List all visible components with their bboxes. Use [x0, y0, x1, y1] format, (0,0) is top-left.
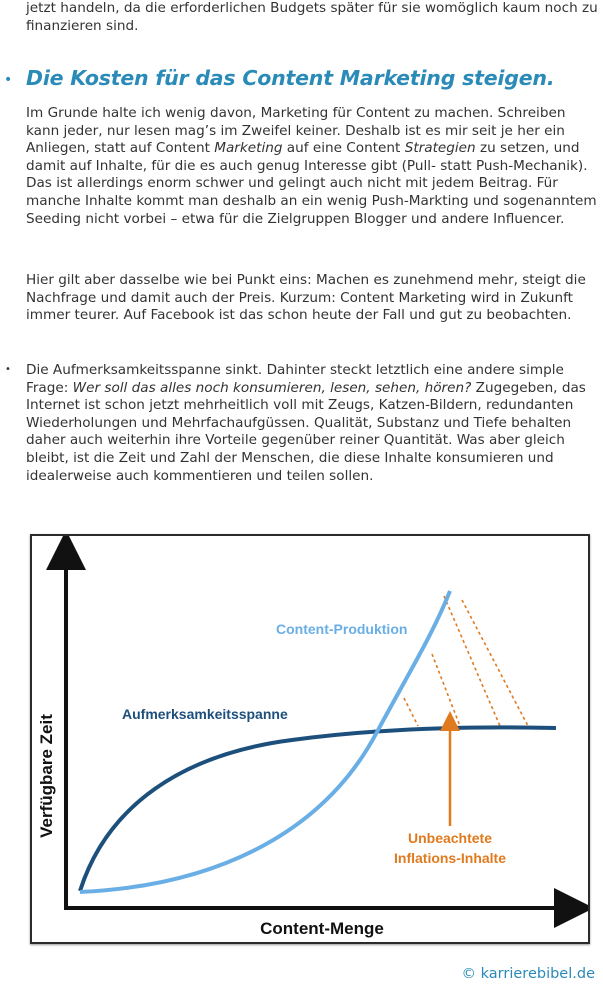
- p1-text-1: Im Grunde halte ich wenig davon, Marketing für Content zu machen. Schreiben kann jeder, nur lesen mag’s im Zweifel keiner. Deshalb ist es mir seit je her ein Anliegen, statt auf Content: [26, 105, 566, 157]
- content-inflation-diagram: [30, 534, 590, 944]
- inflation-label-line1: Unbeachtete: [407, 830, 493, 846]
- diagram-svg: [32, 536, 588, 942]
- p2-text: Hier gilt aber dasselbe wie bei Punkt eins: Machen es zunehmend mehr, steigt die Nachfrage und damit auch der Preis. Kurzum: Content Marketing wird in Zukunft immer teurer. Auf Facebook ist das schon heute der Fall und gut zu beobachten.: [26, 272, 586, 324]
- x-axis-label: Content-Menge: [260, 919, 384, 938]
- list-bullet: •: [5, 364, 11, 375]
- content-production-label: Content-Produktion: [276, 621, 408, 637]
- p1-text-3: zu setzen, und damit auf Inhalte, für die es auch genug Interesse gibt (Pull- statt Push-Mechanik). Das ist allerdings enorm schwer und gelingt auch nicht mit jedem Beitrag. Für manche Inhalte kommt man deshalb an ein wenig Push-Markting und sogenanntem Seeding nicht vorbei – etwa für die Zielgruppen Blogger und andere Influencer.: [26, 140, 597, 227]
- p3-text-2: Zugegeben, das Internet ist schon jetzt mehrheitlich voll mit Zeugs, Katzen-Bildern, redundanten Wiederholungen und Mehrfachaufgüssen. Qualität, Substanz und Tiefe behalten daher auch weiterhin ihre Vorteile gegenüber reiner Quantität. Was aber gleich bleibt, ist die Zeit und Zahl der Menschen, die diese Inhalte konsumieren und idealerweise auch kommentieren und teilen sollen.: [26, 379, 586, 484]
- y-axis-label: Verfügbare Zeit: [37, 714, 56, 838]
- intro-text: jetzt handeln, da die erforderlichen Budgets später für sie womöglich kaum noch zu finanzieren sind.: [26, 0, 598, 34]
- section-heading: Die Kosten für das Content Marketing steigen.: [26, 66, 555, 90]
- p3-emphasis: Wer soll das alles noch konsumieren, lesen, sehen, hören?: [72, 379, 472, 396]
- copyright-credit: © karrierebibel.de: [461, 966, 595, 982]
- inflation-hatching: [404, 596, 528, 726]
- p1-text-2: auf eine Content: [282, 140, 405, 157]
- inflation-label-line2: Inflations-Inhalte: [394, 850, 506, 866]
- intro-paragraph: [26, 0, 598, 35]
- paragraph-1: [26, 105, 598, 228]
- heading-bullet: •: [4, 72, 13, 88]
- p1-emphasis-1: Marketing: [214, 140, 283, 157]
- paragraph-3: [26, 362, 598, 485]
- p1-emphasis-2: Strategien: [404, 140, 476, 157]
- p3-text-1: Die Aufmerksamkeitsspanne sinkt. Dahinter steckt letztlich eine andere simple Frage:: [26, 362, 564, 396]
- paragraph-2: [26, 272, 598, 325]
- attention-span-label: Aufmerksamkeitsspanne: [122, 706, 288, 722]
